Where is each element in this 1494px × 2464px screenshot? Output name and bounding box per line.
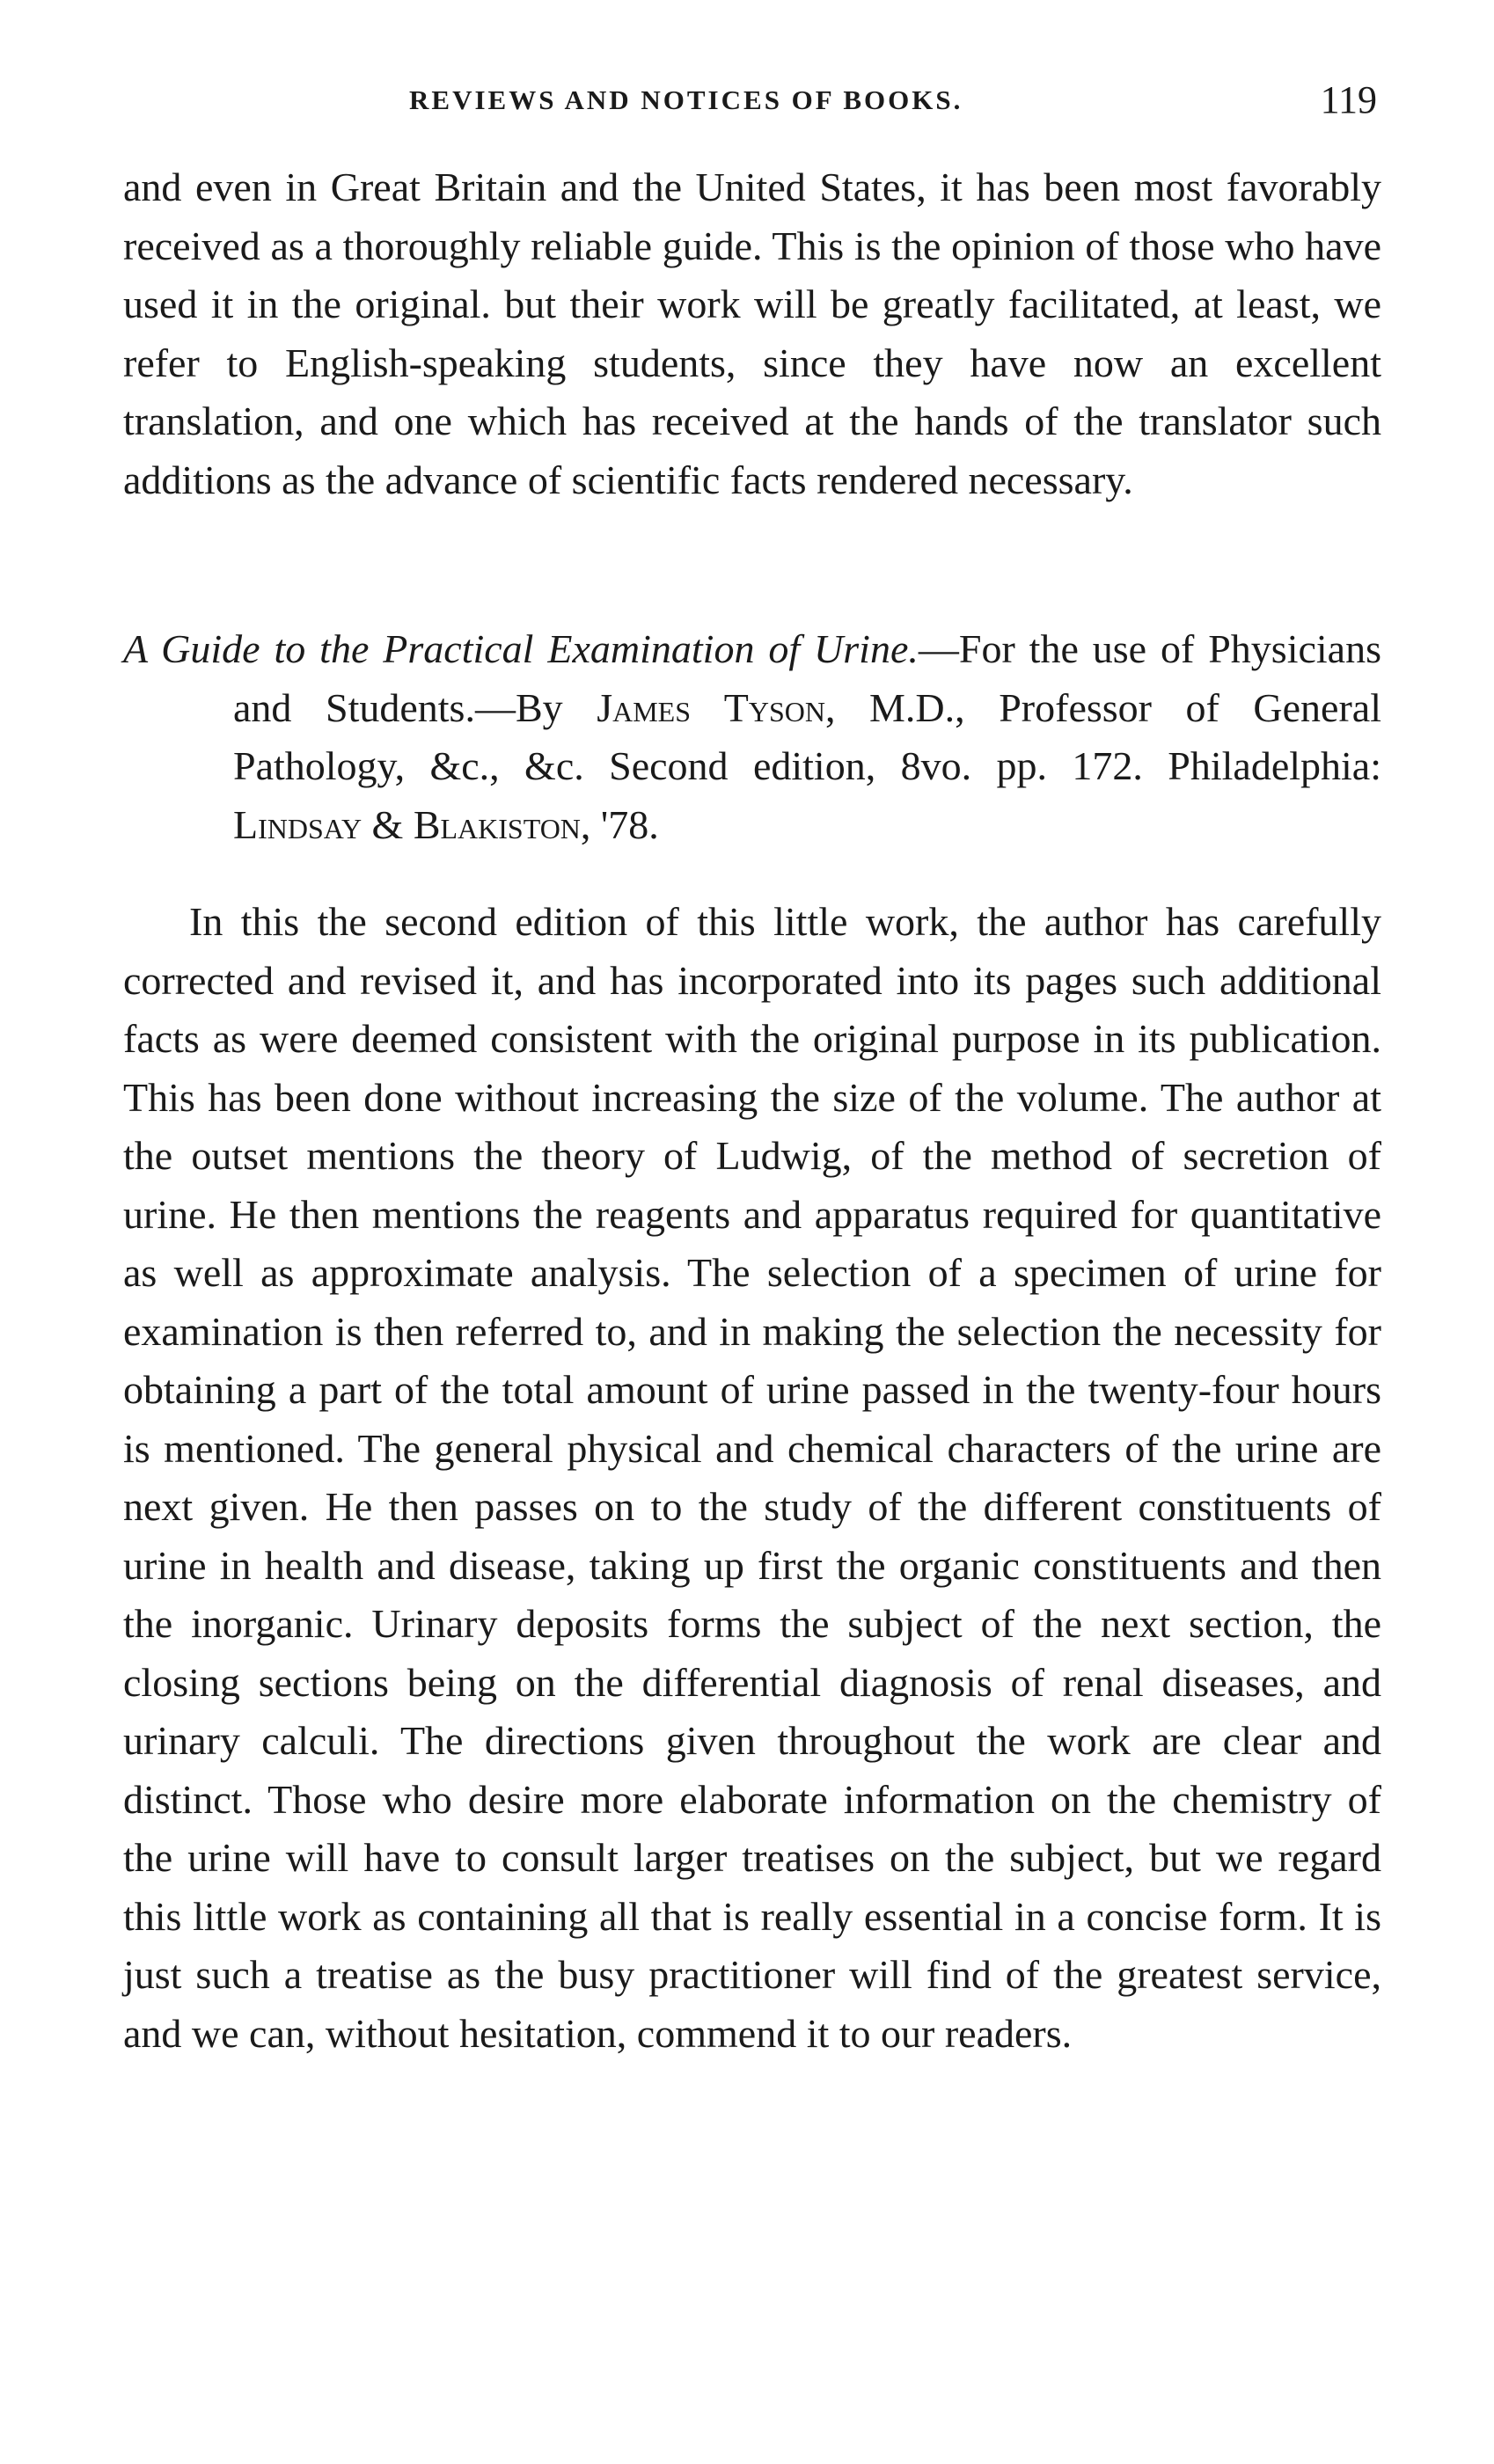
book-title: A Guide to the Practical Examination of Urine.	[123, 626, 919, 671]
running-head	[123, 69, 1381, 130]
publisher-name: Lindsay & Blakiston	[233, 801, 581, 847]
review-paragraph	[123, 893, 1381, 2063]
book-entry	[123, 620, 1381, 854]
publication-year: , '78.	[580, 801, 659, 847]
author-credentials: , M.D., Professor of General Pathology, &c., &c. Second edition, 8vo. pp. 172. Philadelphia:	[233, 684, 1381, 788]
book-entry-text	[123, 620, 1381, 854]
page-number: 119	[1320, 78, 1377, 121]
running-title: REVIEWS AND NOTICES OF BOOKS.	[409, 84, 963, 115]
author-name: James Tyson	[597, 684, 825, 730]
continued-paragraph	[123, 158, 1381, 509]
continued-paragraph-text: and even in Great Britain and the United States, it has been most favorably received as a thoroughly reliable guide. This is the opinion of those who have used it in the original. but their work will be greatly facilitated, at least, we refer to English-speaking students, since they have now an excellent translation, and one which has received at the hands of the translator such additions as the advance of scientific facts rendered necessary.	[123, 165, 1381, 502]
book-description: —For the use of Physicians and Students.—By	[233, 626, 1381, 730]
review-paragraph-text: In this the second edition of this little work, the author has carefully corrected and revised it, and has incorporated into its pages such additional facts as were deemed consistent with the original purpose in its publication. This has been done without increasing the size of the volume. The author at the outset mentions the theory of Ludwig, of the method of secretion of urine. He then mentions the reagents and apparatus required for quantitative as well as approximate analysis. The selection of a specimen of urine for examination is then referred to, and in making the selection the necessity for obtaining a part of the total amount of urine passed in the twenty-four hours is mentioned. The general physical and chemical characters of the urine are next given. He then passes on to the study of the different constituents of urine in health and disease, taking up first the organic constituents and then the inorganic. Urinary deposits forms the subject of the next section, the closing sections being on the differential diagnosis of renal diseases, and urinary calculi. The directions given throughout the work are clear and distinct. Those who desire more elaborate information on the chemistry of the urine will have to consult larger treatises on the subject, but we regard this little work as containing all that is really essential in a concise form. It is just such a treatise as the busy practitioner will find of the greatest service, and we can, without hesitation, commend it to our readers.	[123, 899, 1381, 2056]
